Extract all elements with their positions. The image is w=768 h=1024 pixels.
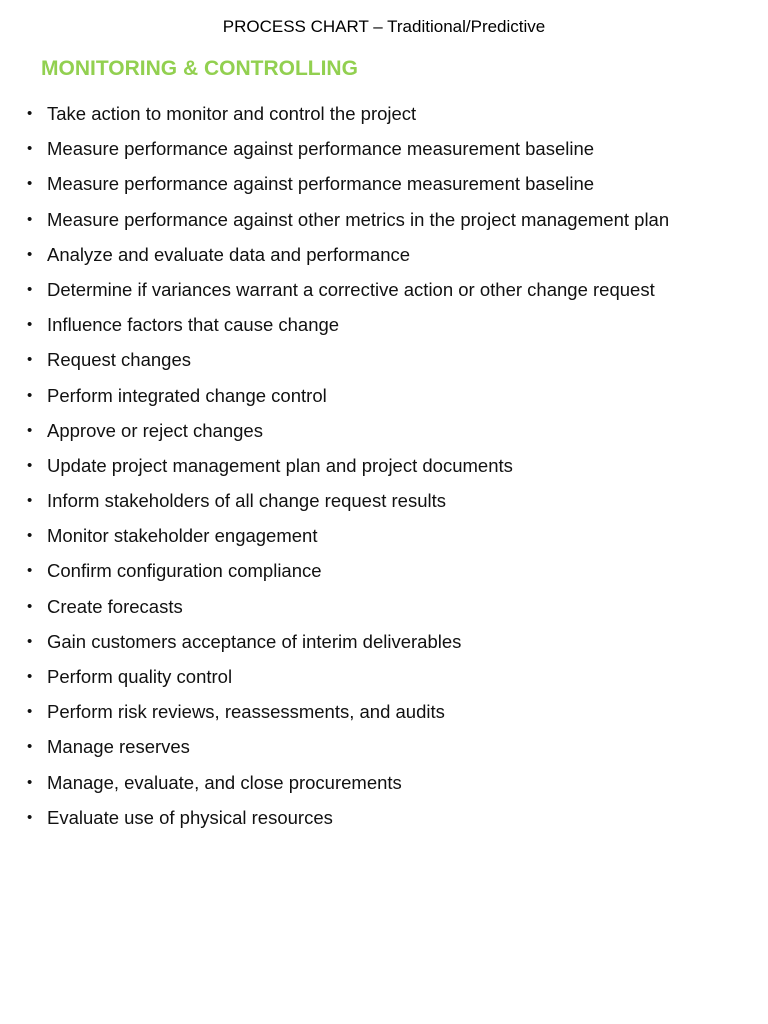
section-title: MONITORING & CONTROLLING	[41, 57, 358, 80]
bullet-icon: •	[27, 456, 33, 474]
bullet-icon: •	[27, 703, 33, 721]
bullet-icon: •	[27, 738, 33, 756]
list-item	[0, 133, 768, 168]
list-item-text: Create forecasts	[47, 595, 183, 617]
list-item-text: Measure performance against other metrics in the project management plan	[47, 208, 670, 230]
list-item	[0, 274, 768, 309]
bullet-icon: •	[27, 140, 33, 158]
bullet-icon: •	[27, 668, 33, 685]
list-item-text: Analyze and evaluate data and performance	[47, 243, 411, 265]
list-item-text: Perform quality control	[47, 666, 233, 687]
list-item	[0, 239, 768, 274]
bullet-icon: •	[27, 492, 33, 510]
page-header-title: PROCESS CHART – Traditional/Predictive	[222, 17, 546, 36]
bullet-icon: •	[27, 280, 33, 298]
list-item-text: Manage, evaluate, and close procurements	[47, 771, 402, 793]
list-item-text: Monitor stakeholder engagement	[47, 525, 318, 547]
list-item	[0, 555, 768, 590]
bullet-icon: •	[27, 316, 33, 334]
list-item-text: Update project management plan and project documents	[47, 454, 513, 476]
list-item-text: Influence factors that cause change	[47, 314, 340, 336]
list-item-text: Measure performance against performance measurement baseline	[47, 138, 595, 160]
bullet-list	[0, 98, 768, 837]
list-item-text: Manage reserves	[47, 736, 190, 758]
bullet-icon: •	[27, 808, 33, 826]
list-item-text: Approve or reject changes	[47, 419, 263, 441]
bullet-icon: •	[27, 632, 33, 650]
list-item	[0, 591, 768, 626]
list-item-text: Take action to monitor and control the project	[47, 103, 417, 124]
list-item	[0, 696, 768, 731]
list-item-text: Evaluate use of physical resources	[47, 806, 333, 828]
list-item-text: Inform stakeholders of all change request results	[47, 490, 446, 512]
list-item	[0, 520, 768, 555]
list-item	[0, 661, 768, 696]
list-item	[0, 415, 768, 450]
list-item-text: Perform integrated change control	[47, 384, 327, 406]
list-item	[0, 168, 768, 203]
bullet-icon: •	[27, 210, 33, 228]
list-item-text: Measure performance against performance measurement baseline	[47, 173, 595, 195]
list-item	[0, 204, 768, 239]
list-item-text: Gain customers acceptance of interim deliverables	[47, 630, 462, 652]
list-item	[0, 802, 768, 837]
list-item	[0, 450, 768, 485]
list-item-text: Perform risk reviews, reassessments, and audits	[47, 701, 445, 723]
list-item	[0, 344, 768, 379]
bullet-icon: •	[27, 105, 33, 122]
bullet-icon: •	[27, 175, 33, 193]
list-item	[0, 767, 768, 802]
list-item-text: Confirm configuration compliance	[47, 560, 322, 582]
bullet-icon: •	[27, 245, 33, 263]
bullet-icon: •	[27, 562, 33, 580]
list-item	[0, 731, 768, 766]
list-item-text: Request changes	[47, 349, 191, 371]
bullet-icon: •	[27, 773, 33, 791]
bullet-icon: •	[27, 386, 33, 404]
bullet-icon: •	[27, 597, 33, 615]
list-item	[0, 485, 768, 520]
list-item	[0, 98, 768, 133]
bullet-icon: •	[27, 421, 33, 439]
list-item	[0, 309, 768, 344]
bullet-icon: •	[27, 527, 33, 545]
list-item-text: Determine if variances warrant a corrective action or other change request	[47, 278, 655, 300]
bullet-icon: •	[27, 351, 33, 369]
list-item	[0, 626, 768, 661]
list-item	[0, 380, 768, 415]
